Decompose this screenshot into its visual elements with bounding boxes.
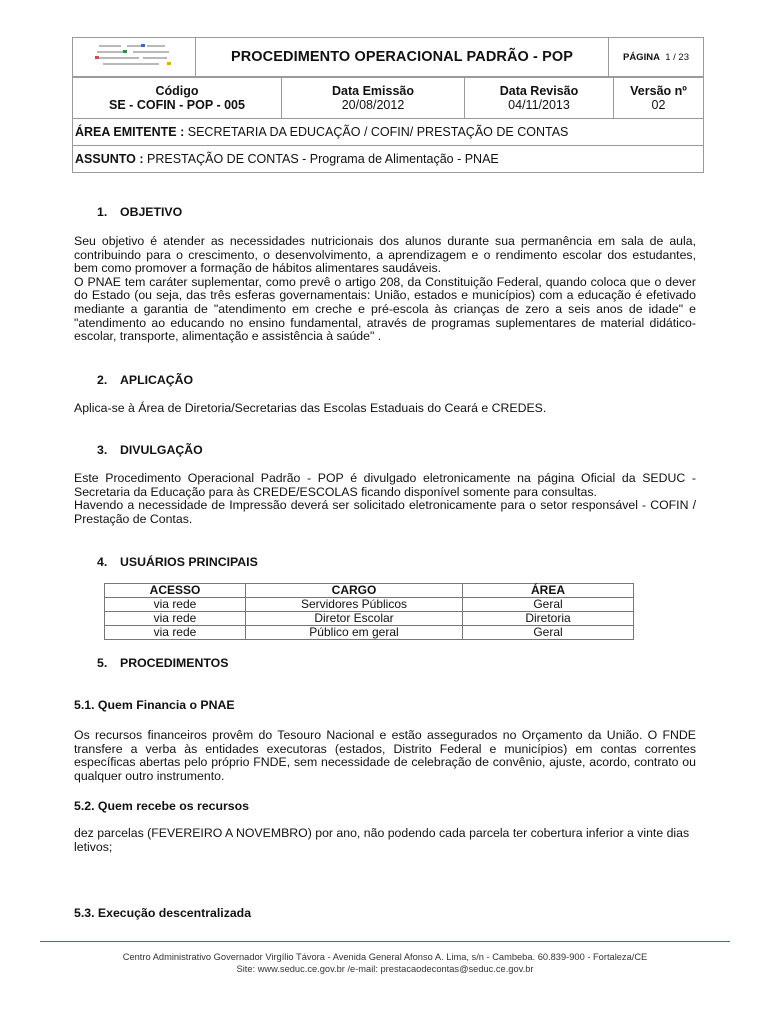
section-title: OBJETIVO [120, 205, 183, 219]
table-cell: Diretor Escolar [246, 612, 463, 626]
column-header-acesso: ACESSO [105, 584, 246, 598]
section-heading-usuarios [97, 555, 258, 569]
versao-cell [614, 78, 704, 119]
section-number: 2. [97, 373, 108, 387]
table-cell: Diretoria [463, 612, 634, 626]
objetivo-paragraph-1: Seu objetivo é atender as necessidades nutricionais dos alunos durante sua permanência em sala de aula, contribuindo para o crescimento, o desenvolvimento, a aprendizagem e o rendimento escolar dos estudantes, bem como promover a formação de hábitos alimentares saudáveis. [74, 234, 696, 276]
assunto-label: ASSUNTO : [75, 152, 144, 166]
seduc-logo-icon [93, 42, 175, 68]
section-number: 4. [97, 555, 108, 569]
assunto [73, 146, 704, 173]
page-number [609, 38, 704, 77]
area-emitente [73, 119, 704, 146]
revisao-cell [465, 78, 614, 119]
footer-contact: Site: www.seduc.ce.gov.br /e-mail: prestacaodecontas@seduc.ce.gov.br [236, 963, 534, 974]
footer-divider [40, 941, 730, 942]
section-title: PROCEDIMENTOS [120, 656, 229, 670]
emissao-value: 20/08/2012 [341, 98, 405, 112]
section-heading-procedimentos [97, 656, 228, 670]
users-table-header [105, 584, 634, 598]
objetivo-paragraph-2: O PNAE tem caráter suplementar, como prevê o artigo 208, da Constituição Federal, quando coloca que o dever do Estado (ou seja, das três esferas governamentais: União, estados e municípios) com a educação é efetivado mediante a garantia de "atendimento em creche e pré-escola às crianças de zero a seis anos de idade" e "atendimento ao educando no ensino fundamental, através de programas suplementares de material didático-escolar, transporte, alimentação e assistência à saúde" . [74, 274, 696, 344]
subsection-heading-5-1: 5.1. Quem Financia o PNAE [74, 698, 235, 712]
page-footer [40, 952, 730, 975]
section-number: 5. [97, 656, 108, 670]
divulgacao-paragraph-1: Este Procedimento Operacional Padrão - POP é divulgado eletronicamente na página Oficial da SEDUC - Secretaria da Educação para às CREDE/ESCOLAS ficando disponível somente para consultas. [74, 471, 696, 499]
codigo-value: SE - COFIN - POP - 005 [109, 98, 245, 112]
divulgacao-text [74, 472, 696, 526]
users-table [104, 583, 634, 640]
table-cell: Geral [463, 598, 634, 612]
versao-value: 02 [651, 98, 666, 112]
table-cell: via rede [105, 626, 246, 640]
area-label: ÁREA EMITENTE : [75, 125, 185, 139]
aplicacao-paragraph: Aplica-se à Área de Diretoria/Secretarias das Escolas Estaduais do Ceará e CREDES. [74, 401, 547, 415]
table-cell: Geral [463, 626, 634, 640]
document-meta-table [72, 77, 704, 173]
page-value: 1 / 23 [665, 51, 689, 63]
document-title: PROCEDIMENTO OPERACIONAL PADRÃO - POP [196, 38, 609, 77]
section-title: APLICAÇÃO [120, 373, 194, 387]
table-cell: via rede [105, 598, 246, 612]
section-title: DIVULGAÇÃO [120, 443, 203, 457]
subsection-5-2-paragraph: dez parcelas (FEVEREIRO A NOVEMBRO) por ano, não podendo cada parcela ter cobertura inferior a vinte dias letivos; [74, 826, 690, 854]
subsection-heading-5-2: 5.2. Quem recebe os recursos [74, 799, 249, 813]
section-heading-objetivo [97, 205, 182, 219]
emissao-cell [282, 78, 465, 119]
footer-address: Centro Administrativo Governador Virgílio Távora - Avenida General Afonso A. Lima, s/n - Cambeba. 60.839-900 - Fortaleza/CE [122, 952, 648, 962]
section-heading-divulgacao [97, 443, 203, 457]
divulgacao-paragraph-2: Havendo a necessidade de Impressão deverá ser solicitado eletronicamente para o setor responsável - COFIN / Prestação de Contas. [74, 498, 696, 526]
table-row [105, 612, 634, 626]
column-header-area: ÁREA [463, 584, 634, 598]
table-cell: Público em geral [246, 626, 463, 640]
subsection-heading-5-3: 5.3. Execução descentralizada [74, 906, 252, 920]
area-value: SECRETARIA DA EDUCAÇÃO / COFIN/ PRESTAÇÃO DE CONTAS [187, 125, 569, 139]
logo-cell [73, 38, 196, 77]
page-label: PÁGINA [622, 51, 660, 63]
emissao-label: Data Emissão [332, 84, 414, 98]
codigo-label: Código [155, 84, 199, 98]
section-number: 3. [97, 443, 108, 457]
table-cell: via rede [105, 612, 246, 626]
versao-label: Versão nº [630, 84, 687, 98]
subsection-5-1-paragraph: Os recursos financeiros provêm do Tesouro Nacional e estão assegurados no Orçamento da União. O FNDE transfere a verba às entidades executoras (estados, Distrito Federal e municípios) em contas correntes específicas abertas pelo próprio FNDE, sem necessidade de celebração de convênio, ajuste, acordo, contrato ou qualquer outro instrumento. [74, 728, 696, 783]
codigo-cell [73, 78, 282, 119]
table-row [105, 598, 634, 612]
assunto-value: PRESTAÇÃO DE CONTAS - Programa de Alimentação - PNAE [147, 152, 499, 166]
section-heading-aplicacao [97, 373, 193, 387]
objetivo-text [74, 235, 696, 344]
table-row [105, 626, 634, 640]
column-header-cargo: CARGO [246, 584, 463, 598]
section-title: USUÁRIOS PRINCIPAIS [120, 555, 258, 569]
revisao-value: 04/11/2013 [508, 98, 570, 112]
table-cell: Servidores Públicos [246, 598, 463, 612]
section-number: 1. [97, 205, 108, 219]
revisao-label: Data Revisão [499, 84, 579, 98]
document-header-table [72, 37, 704, 77]
